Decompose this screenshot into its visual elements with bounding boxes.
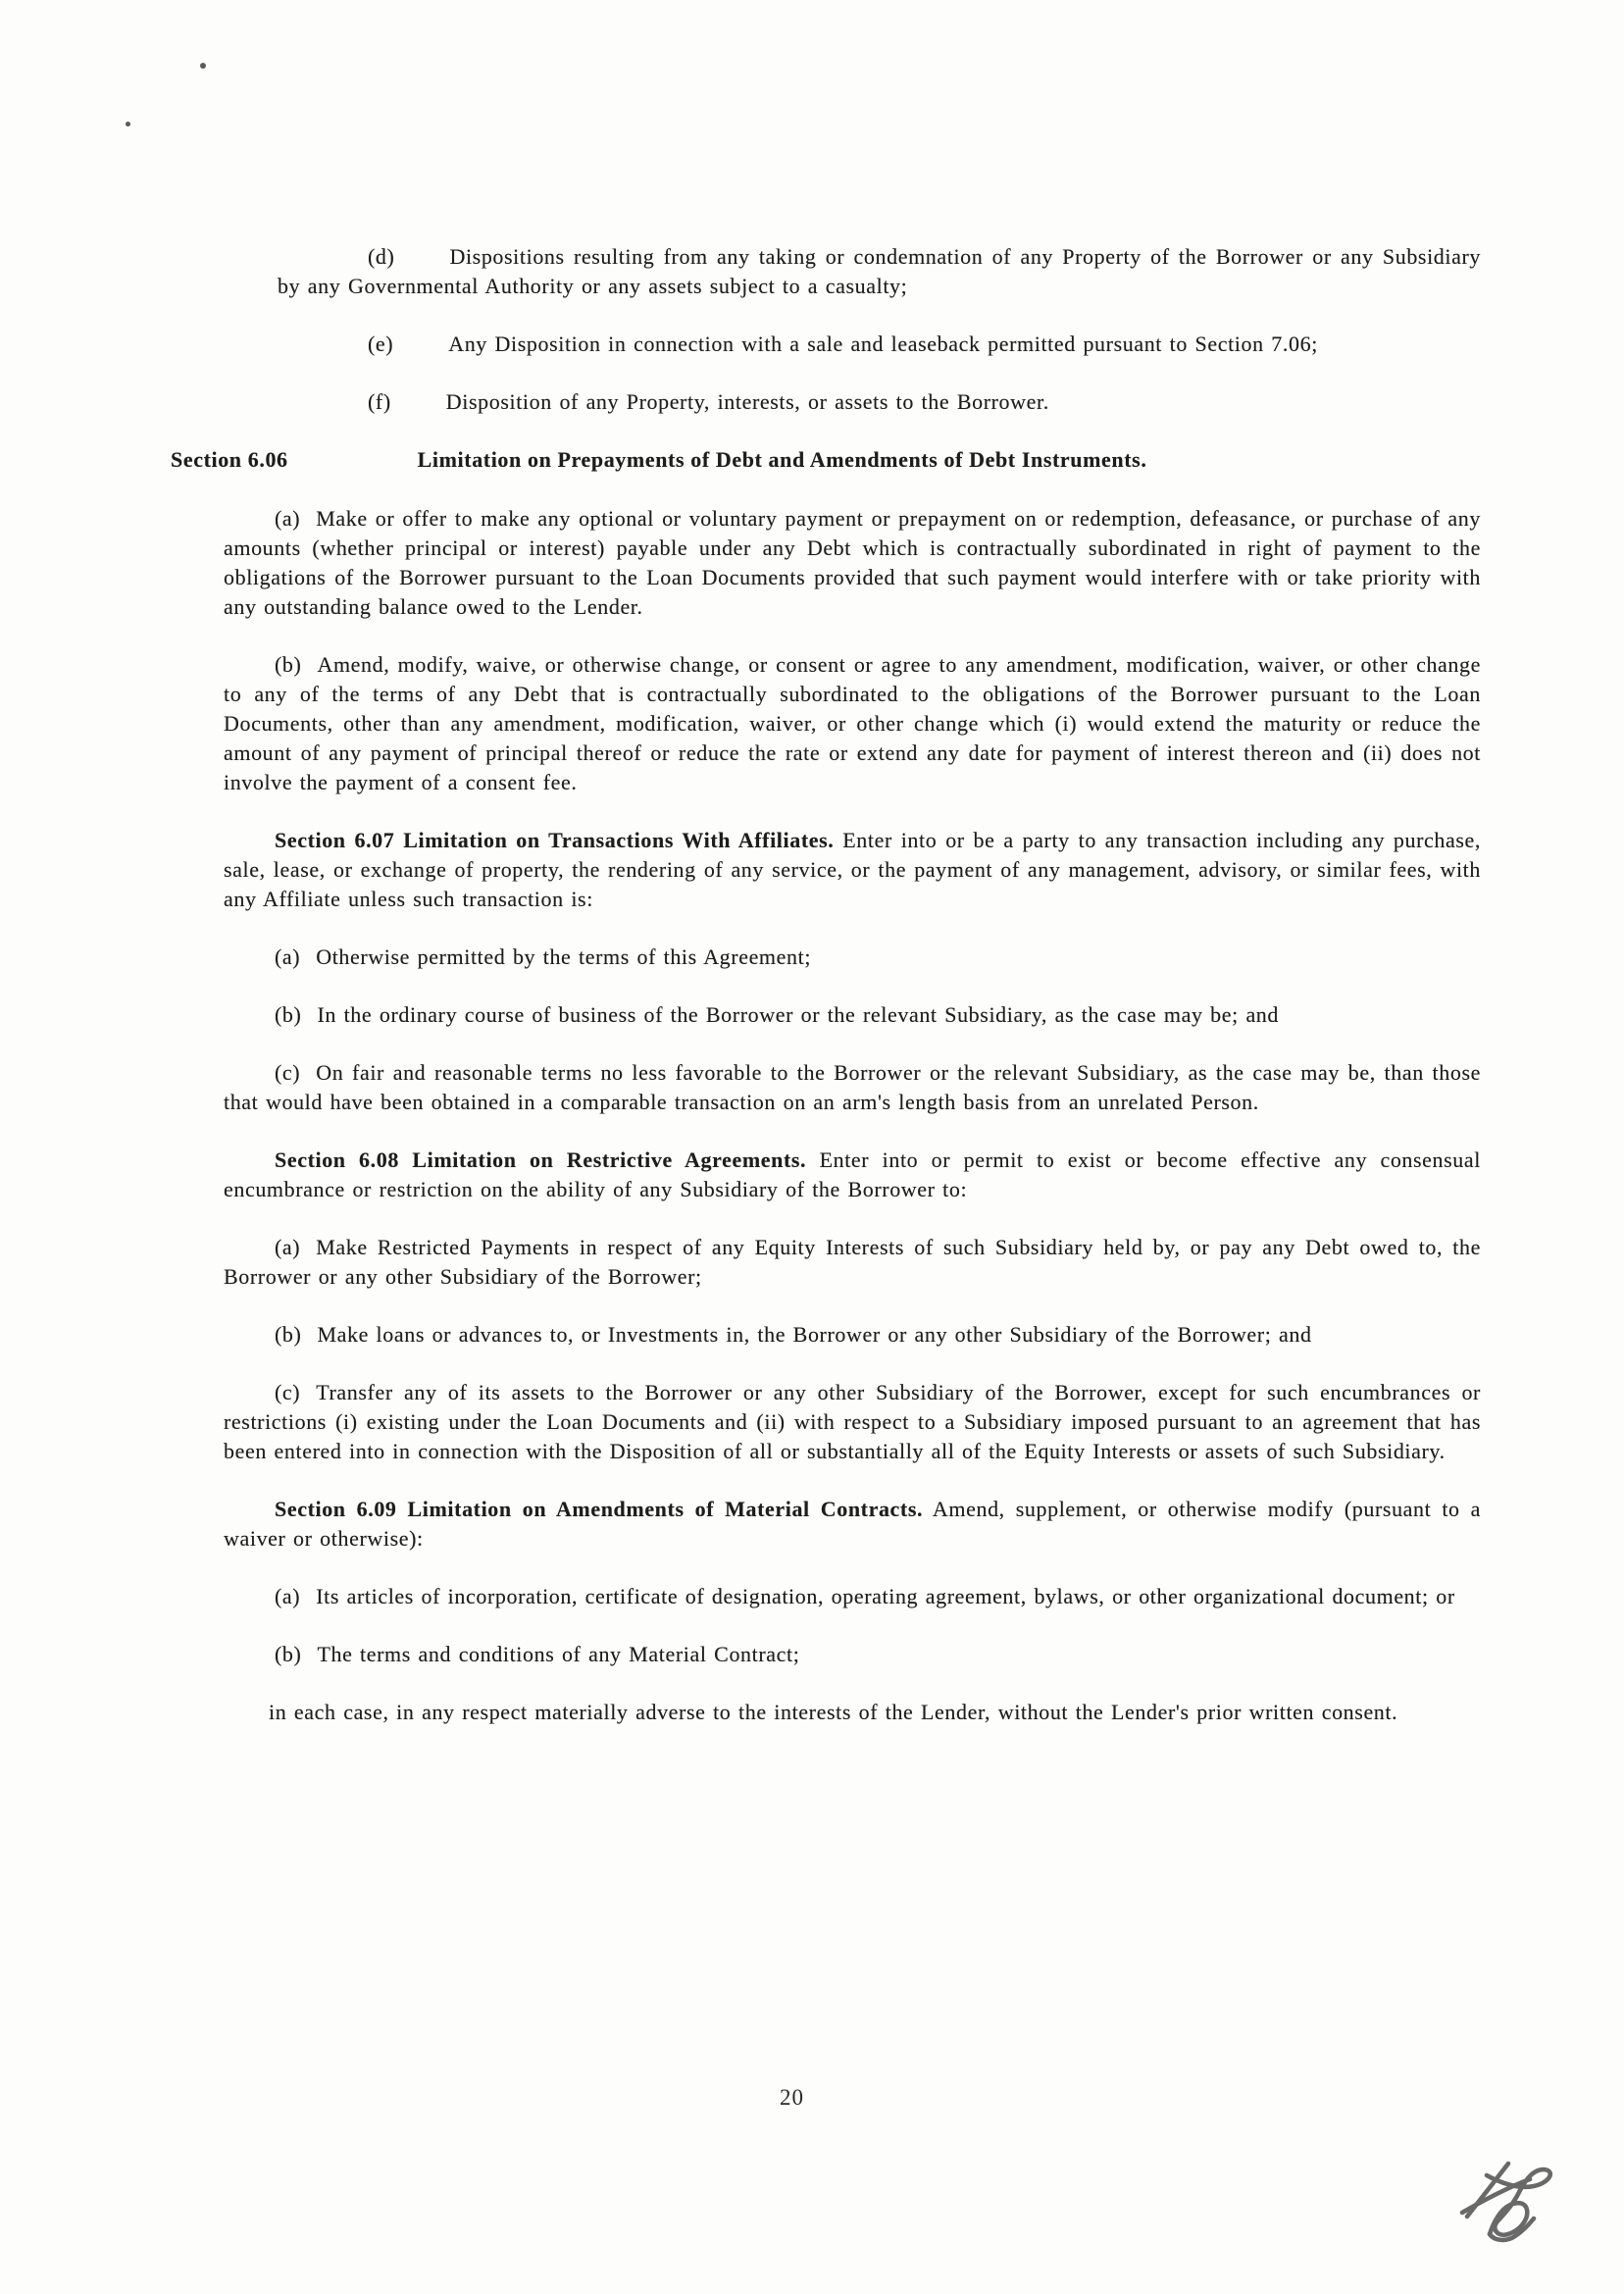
clause-label: (c)	[275, 1380, 301, 1404]
clause-6-09-a	[224, 1582, 1481, 1611]
clause-6-07-b	[224, 1000, 1481, 1030]
section-6-09-paragraph	[224, 1495, 1481, 1554]
section-heading-inline: Section 6.07 Limitation on Transactions With Affiliates.	[275, 828, 835, 852]
section-title: Limitation on Prepayments of Debt and Amendments of Debt Instruments.	[417, 447, 1147, 472]
clause-text: On fair and reasonable terms no less favorable to the Borrower or the relevant Subsidiary, as the case may be, than those that would have been obtained in a comparable transaction on an arm's length basis from an unrelated Person.	[224, 1060, 1481, 1114]
clause-6-08-c	[224, 1378, 1481, 1466]
section-text: Enter into or permit to exist or become effective any consensual encumbrance or restriction on the ability of any Subsidiary of the Borrower to:	[224, 1147, 1481, 1201]
closing-paragraph: in each case, in any respect materially adverse to the interests of the Lender, without the Lender's prior written consent.	[269, 1700, 1398, 1724]
clause-6-06-a	[224, 504, 1481, 622]
section-6-06-heading	[171, 445, 1481, 475]
clause-text: The terms and conditions of any Material Contract;	[317, 1642, 800, 1666]
clause-6-09-b	[224, 1640, 1481, 1669]
clause-label: (a)	[275, 1584, 301, 1608]
clause-label: (e)	[368, 331, 394, 356]
clause-text: Transfer any of its assets to the Borrower or any other Subsidiary of the Borrower, except for such encumbrances or restrictions (i) existing under the Loan Documents and (ii) with respect to a Subsidiary imposed pursuant to an agreement that has been entered into in connection with the Disposition of all or substantially all of the Equity Interests or assets of such Subsidiary.	[224, 1380, 1481, 1463]
clause-label: (b)	[275, 1322, 302, 1347]
clause-e	[278, 330, 1481, 359]
clause-label: (a)	[275, 1235, 301, 1259]
clause-6-06-b	[224, 650, 1481, 797]
clause-text: Amend, modify, waive, or otherwise change, or consent or agree to any amendment, modification, waiver, or other change to any of the terms of any Debt that is contractually subordinated to the obligations of the Borrower pursuant to the Loan Documents, other than any amendment, modification, waiver, or other change which (i) would extend the maturity or reduce the amount of any payment of principal thereof or reduce the rate or extend any date for payment of interest thereon and (ii) does not involve the payment of a consent fee.	[224, 652, 1481, 794]
clause-label: (b)	[275, 1642, 302, 1666]
clause-text: Make or offer to make any optional or voluntary payment or prepayment on or redemption, defeasance, or purchase of any amounts (whether principal or interest) payable under any Debt which is contractually subordinated in right of payment to the obligations of the Borrower pursuant to the Loan Documents provided that such payment would interfere with or take priority with any outstanding balance owed to the Lender.	[224, 506, 1481, 619]
clause-text: Dispositions resulting from any taking or condemnation of any Property of the Borrower or any Subsidiary by any Governmental Authority or any assets subject to a casualty;	[278, 244, 1481, 298]
clause-label: (c)	[275, 1060, 301, 1085]
section-6-08-paragraph	[224, 1146, 1481, 1204]
section-number: Section 6.06	[171, 447, 288, 472]
clause-text: In the ordinary course of business of the Borrower or the relevant Subsidiary, as the case may be; and	[317, 1002, 1280, 1027]
clause-text: Disposition of any Property, interests, or assets to the Borrower.	[445, 389, 1049, 414]
page-number: 20	[780, 2085, 804, 2110]
clause-text: Any Disposition in connection with a sale and leaseback permitted pursuant to Section 7.06;	[448, 331, 1318, 356]
clause-text: Make loans or advances to, or Investments in, the Borrower or any other Subsidiary of the Borrower; and	[317, 1322, 1312, 1347]
clause-6-08-a	[224, 1233, 1481, 1292]
clause-label: (a)	[275, 944, 301, 969]
clause-6-07-c	[224, 1058, 1481, 1117]
signature-scribble	[1457, 2154, 1577, 2252]
clause-d	[278, 242, 1481, 301]
section-heading-inline: Section 6.08 Limitation on Restrictive Agreements.	[275, 1147, 807, 1172]
clause-text: Its articles of incorporation, certificate of designation, operating agreement, bylaws, or other organizational document; or	[316, 1584, 1455, 1608]
clause-label: (d)	[368, 244, 395, 269]
clause-6-08-b	[224, 1320, 1481, 1350]
clause-6-07-a	[224, 943, 1481, 972]
clause-text: Make Restricted Payments in respect of any Equity Interests of such Subsidiary held by, or pay any Debt owed to, the Borrower or any other Subsidiary of the Borrower;	[224, 1235, 1481, 1289]
clause-f	[278, 387, 1481, 417]
section-heading-inline: Section 6.09 Limitation on Amendments of Material Contracts.	[275, 1497, 924, 1521]
clause-label: (b)	[275, 652, 302, 677]
clause-text: Otherwise permitted by the terms of this Agreement;	[316, 944, 812, 969]
section-text: Enter into or be a party to any transaction including any purchase, sale, lease, or exchange of property, the rendering of any service, or the payment of any management, advisory, or similar fees, with any Affiliate unless such transaction is:	[224, 828, 1481, 911]
clause-label: (b)	[275, 1002, 302, 1027]
section-text: Amend, supplement, or otherwise modify (pursuant to a waiver or otherwise):	[224, 1497, 1481, 1551]
clause-label: (a)	[275, 506, 301, 531]
section-6-07-paragraph	[224, 826, 1481, 914]
clause-label: (f)	[368, 389, 391, 414]
